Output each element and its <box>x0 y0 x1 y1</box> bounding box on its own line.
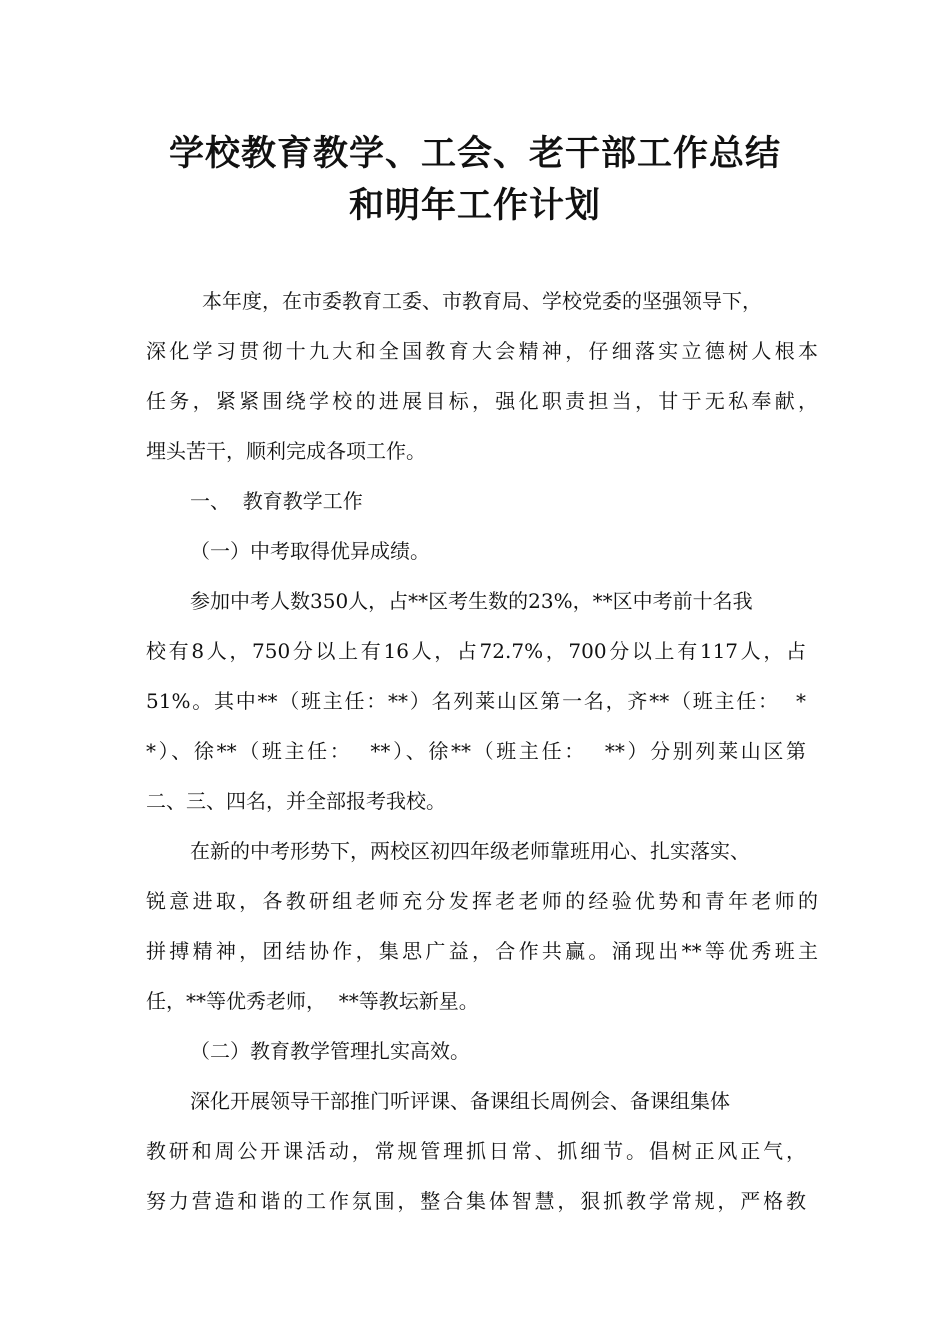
document-title-line-2: 和明年工作计划 <box>348 186 601 226</box>
text-line: *）、徐**（班主任： **）、徐**（班主任： **）分别列莱山区第 <box>146 739 806 763</box>
text-line: 任，**等优秀老师， **等教坛新星。 <box>146 989 479 1013</box>
document-title-line-1: 学校教育教学、工会、老干部工作总结 <box>168 134 781 174</box>
paragraph-management <box>146 1076 806 1226</box>
text-line: 努力营造和谐的工作氛围，整合集体智慧，狠抓教学常规，严格教 <box>146 1189 806 1213</box>
text-line: 参加中考人数350人，占**区考生数的23%，**区中考前十名我 <box>190 589 753 613</box>
paragraph-exam-results <box>146 576 806 826</box>
text-line: 二、三、四名，并全部报考我校。 <box>146 789 446 813</box>
text-line: 本年度，在市委教育工委、市教育局、学校党委的坚强领导下， <box>202 289 762 313</box>
text-line: 51%。其中**（班主任：**）名列莱山区第一名，齐**（班主任： * <box>146 689 806 713</box>
text-line: 教研和周公开课活动，常规管理抓日常、抓细节。倡树正风正气， <box>146 1139 806 1163</box>
subsection-heading-1 <box>146 526 818 576</box>
paragraph-intro <box>146 276 818 476</box>
subsection-heading-2 <box>146 1026 818 1076</box>
text-line: 在新的中考形势下，两校区初四年级老师靠班用心、扎实落实、 <box>190 839 750 863</box>
text-line: 深化学习贯彻十九大和全国教育大会精神，仔细落实立德树人根本 <box>146 339 818 363</box>
section-heading-1 <box>146 476 818 526</box>
text-line: （二）教育教学管理扎实高效。 <box>190 1039 470 1063</box>
text-line: 一、 教育教学工作 <box>190 489 363 513</box>
text-line: 锐意进取，各教研组老师充分发挥老老师的经验优势和青年老师的 <box>146 889 818 913</box>
text-line: （一）中考取得优异成绩。 <box>190 539 430 563</box>
text-line: 深化开展领导干部推门听评课、备课组长周例会、备课组集体 <box>190 1089 730 1113</box>
text-line: 校有8人，750分以上有16人，占72.7%，700分以上有117人，占 <box>146 639 806 663</box>
text-line: 埋头苦干，顺利完成各项工作。 <box>146 439 426 463</box>
text-line: 拼搏精神，团结协作，集思广益，合作共赢。涌现出**等优秀班主 <box>146 939 818 963</box>
text-line: 任务，紧紧围绕学校的进展目标，强化职责担当，甘于无私奉献， <box>146 389 818 413</box>
paragraph-teachers <box>146 826 818 1026</box>
